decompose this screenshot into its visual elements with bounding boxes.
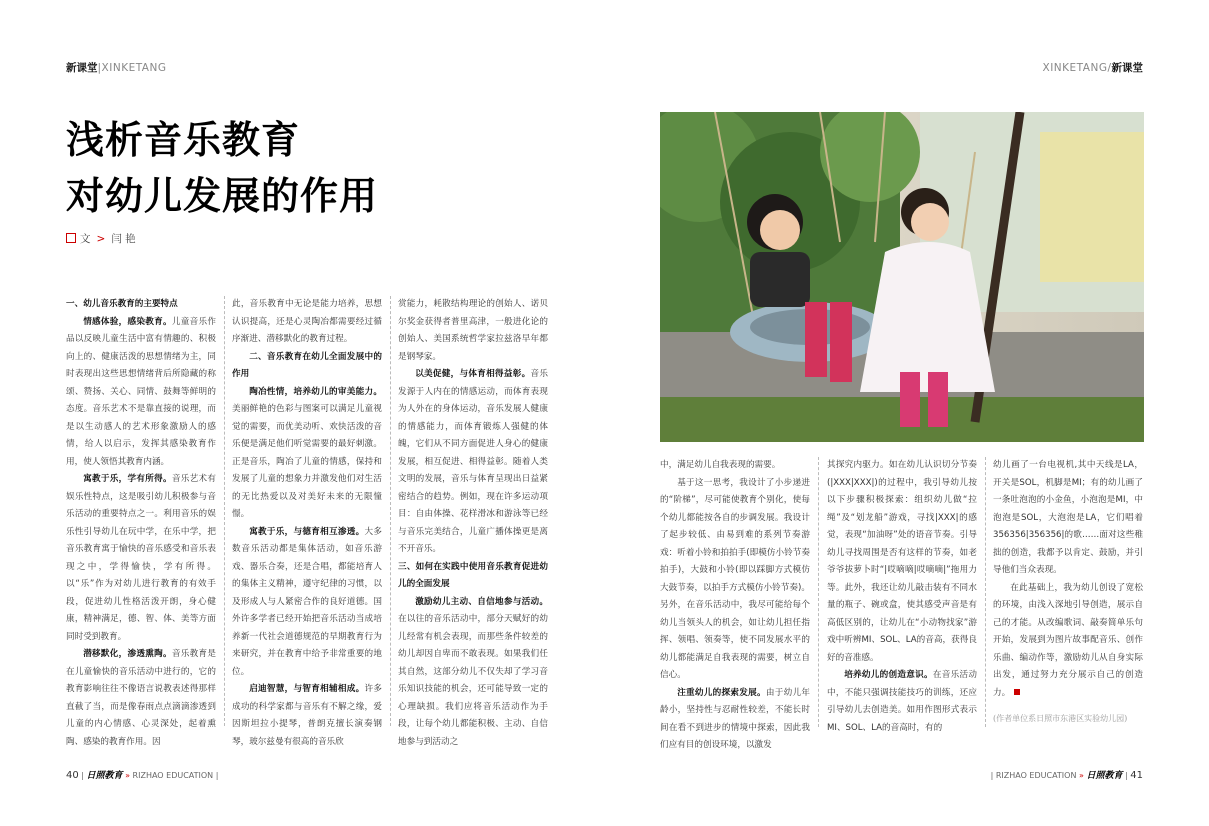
paragraph (398, 296, 548, 366)
footer-right: | RIZHAO EDUCATION » 日照教育 | 41 (990, 770, 1143, 781)
paragraph-text: 中，满足幼儿自我表现的需要。 (660, 460, 781, 470)
paragraph-lead: 培养幼儿的创造意识。 (844, 670, 933, 680)
double-arrow-icon: » (1079, 771, 1084, 780)
paragraph (66, 471, 216, 646)
paragraph (232, 384, 382, 524)
photo-illustration (660, 112, 1144, 442)
magazine-logo-left: 日照教育 (86, 771, 123, 781)
paragraph-text: 美丽鲜艳的色彩与图案可以满足儿童视觉的需要，而优美动听、欢快活泼的音乐便是满足他们听觉需要的最好刺激。正是音乐，陶冶了儿童的情感，保持和发展了儿童的想象力并激发他们对生活的无比热爱以及对美好未来的无限憧憬。 (232, 404, 382, 519)
paragraph (398, 366, 548, 559)
paragraph-lead: 启迪智慧，与智育相辅相成。 (249, 684, 365, 694)
column-name-en-right: XINKETANG (1042, 62, 1108, 74)
article-column-1 (66, 296, 216, 751)
magazine-name-left: RIZHAO EDUCATION (132, 771, 214, 780)
column-name-cn: 新课堂 (66, 62, 98, 74)
paragraph (993, 457, 1143, 580)
footer-left: 40 | 日照教育 » RIZHAO EDUCATION | (66, 770, 219, 781)
paragraph-text: 在以往的音乐活动中，部分天赋好的幼儿经常有机会表现，而那些条件较差的幼儿却因自卑而不敢表现。如果我们任其自然，这部分幼儿不仅失却了学习音乐知识技能的机会，还可能导致一定的心理缺损。我们应将音乐活动作为手段，让每个幼儿都能积极、主动、自信地参与到活动之 (398, 614, 548, 747)
title-line-1: 浅析音乐教育 (66, 118, 301, 162)
article-column-4 (660, 457, 810, 755)
author-label: 文 (80, 233, 91, 245)
section-heading (66, 296, 216, 314)
paragraph-lead: 激励幼儿主动、自信地参与活动。 (415, 596, 548, 607)
author-name: 闫 艳 (111, 233, 136, 245)
paragraph (232, 681, 382, 751)
square-icon (66, 233, 76, 243)
paragraph-text: 音乐艺术有娱乐性特点，这是吸引幼儿积极参与音乐活动的重要特点之一。利用音乐的娱乐性引导幼儿在玩中学，在乐中学，把音乐教育寓于愉快的音乐感受和音乐表现之中，学得愉快，学有所得。以“乐”作为对幼儿进行教育的有效手段，促进幼儿性格活泼开朗，身心健康，精神满足，德、智、体、美等方面同时受到教育。 (66, 474, 216, 642)
paragraph-lead: 以美促健，与体育相得益彰。 (415, 369, 531, 379)
paragraph-lead: 潜移默化，渗透熏陶。 (83, 649, 172, 659)
paragraph (66, 314, 216, 472)
header-left: 新课堂|XINKETANG (66, 62, 167, 74)
arrow-icon: > (96, 233, 106, 245)
magazine-logo-right: 日照教育 (1086, 771, 1123, 781)
column-divider (224, 296, 225, 726)
column-divider (985, 457, 986, 727)
paragraph (827, 667, 977, 737)
author-affiliation-note: (作者单位系日照市东港区实验幼儿园) (993, 714, 1128, 723)
paragraph-text: 幼儿画了一台电视机,其中天线是LA，开关是SOL，机脚是MI；有的幼儿画了一条吐泡泡的小金鱼，小泡泡是MI，中泡泡是SOL，大泡泡是LA，它们唱着356356|356356|的歌……面对这些稚拙的创造，我都予以肯定、鼓励，并引导他们当众表现。 (993, 460, 1143, 575)
paragraph-text: 在此基础上，我为幼儿创设了宽松的环境，由浅入深地引导创造，展示自己的才能。从改编歌词、敲奏简单乐句开始，发展到为图片故事配音乐、创作乐曲、编动作等，激励幼儿从自身实际出发，通过努力充分展示自己的创造力。 (993, 582, 1143, 698)
column-divider (818, 457, 819, 727)
paragraph-lead: 寓教于乐，学有所得。 (83, 474, 172, 484)
article-column-6 (993, 457, 1143, 702)
paragraph-text: 二、音乐教育在幼儿全面发展中的作用 (232, 351, 382, 379)
section-heading (398, 559, 548, 594)
paragraph-text: 儿童音乐作品以反映儿童生活中富有情趣的、积极向上的、健康活泼的思想情绪为主，同时表现出这些思想情绪背后所隐藏的称颂、赞扬、关心、同情、鼓舞等鲜明的态度。音乐艺术不是靠直接的说理，而是以生动感人的艺术形象激励人的感情，给人以启示，发挥其感染教育作用，使人领悟其教育内涵。 (66, 316, 216, 467)
paragraph (66, 646, 216, 751)
paragraph-text: 大多数音乐活动都是集体活动，如音乐游戏、器乐合奏，还是合唱，都能培育人的集体主义精神，遵守纪律的习惯，以及形成人与人紧密合作的良好道德。国外许多学者已经开始把音乐活动当成培养新一代社会道德规范的早期教育行为来研究，并在教育中给予非常重要的地位。 (232, 526, 382, 677)
paragraph (232, 296, 382, 349)
paragraph-lead: 陶冶性情，培养幼儿的审美能力。 (249, 386, 382, 397)
column-name-cn-right: 新课堂 (1111, 62, 1143, 74)
paragraph-text: 赏能力，耗散结构理论的创始人、诺贝尔奖金获得者普里高津，一般进化论的创始人、美国系统哲学家拉兹洛早年都是钢琴家。 (398, 299, 548, 362)
paragraph (827, 457, 977, 667)
article-column-2 (232, 296, 382, 751)
paragraph (232, 524, 382, 682)
paragraph-text: 在音乐活动中，不能只强调技能技巧的训练，还应引导幼儿去创造美。如用作图形式表示MI、SOL、LA的音高时，有的 (827, 670, 977, 733)
title-line-2: 对幼儿发展的作用 (66, 174, 379, 218)
page-number-left: 40 (66, 770, 79, 781)
article-title (66, 112, 378, 224)
article-column-3 (398, 296, 548, 751)
paragraph-text: 由于幼儿年龄小，坚持性与忍耐性较差，不能长时间在看不到进步的情境中探索，因此我们应有目的创设环境，以激发 (660, 687, 810, 750)
paragraph-text: 三、如何在实践中使用音乐教育促进幼儿的全面发展 (398, 561, 548, 589)
magazine-name-right: RIZHAO EDUCATION (995, 771, 1077, 780)
children-swing-photo (660, 112, 1144, 442)
paragraph (993, 580, 1143, 703)
page-number-right: 41 (1130, 770, 1143, 781)
author-line (66, 231, 136, 246)
column-divider (390, 296, 391, 726)
paragraph (660, 685, 810, 755)
end-mark-icon (1014, 689, 1020, 695)
article-column-5 (827, 457, 977, 737)
paragraph-text: 此，音乐教育中无论是能力培养，思想认识提高，还是心灵陶冶都需要经过循序渐进、潜移默化的教育过程。 (232, 299, 382, 344)
paragraph-text: 基于这一思考，我设计了小步递进的“阶梯”，尽可能使教育个别化，使每个幼儿都能按各自的步调发展。我设计了起步较低、由易到难的系列节奏游戏：听着小铃和拍拍手(即模仿小铃节奏拍手)，大鼓和小铃(即以踩脚方式模仿大鼓节奏，以拍手方式模仿小铃节奏)。另外，在音乐活动中，我尽可能给每个幼儿当领头人的机会，如让幼儿担任指挥、领唱、领奏等，使不同发展水平的幼儿都能满足自我表现的需要，树立自信心。 (660, 477, 810, 680)
paragraph (660, 475, 810, 685)
paragraph-lead: 寓教于乐，与德育相互渗透。 (249, 526, 365, 537)
section-heading (232, 349, 382, 384)
paragraph-text: 其探究内驱力。如在幼儿认识切分节奏(|XXX|XXX|)的过程中，我引导幼儿按以下步骤积极探索：组织幼儿做“拉绳”及“划龙船”游戏，寻找|XXX|的感觉，表现“加油呀”处的语音节奏。引导幼儿寻找周围是否有这样的节奏，如老爷爷拔萝卜时“|哎嘀嘀|哎嘀嘀|”拖用力等。此外，我还让幼儿敲击装有不同水量的瓶子、碗或盒，使其感受声音是有高低区别的，让幼儿在“小动物找家”游戏中听辨MI、SOL、LA的音高，获得良好的音准感。 (827, 460, 977, 663)
paragraph-lead: 情感体验，感染教育。 (83, 316, 172, 327)
column-name-en: XINKETANG (101, 62, 167, 74)
double-arrow-icon: » (125, 771, 130, 780)
paragraph (398, 594, 548, 752)
paragraph (660, 457, 810, 475)
paragraph-text: 音乐教育是在儿童愉快的音乐活动中进行的，它的教育影响往往不像语言说教表述得那样直截了当，而是像春雨点点滴滴渗透到儿童的内心情感、心灵深处，起着熏陶、感染的教育作用。因 (66, 649, 216, 747)
paragraph-text: 一、幼儿音乐教育的主要特点 (66, 299, 178, 309)
paragraph-lead: 注重幼儿的探索发展。 (677, 687, 766, 698)
paragraph-text: 音乐发源于人内在的情感运动，而体育表现为人外在的身体运动，音乐发展人健康的情感能力，而体育锻炼人强健的体魄，它们从不同方面促进人身心的健康发展，相互促进、相得益彰。随着人类文明的发展，音乐与体育呈现出日益紧密结合的趋势。例如，现在许多运动项目：自由体操、花样滑冰和游泳等已经与音乐完美结合，儿童广播体操更是离不开音乐。 (398, 369, 548, 554)
header-right: XINKETANG/新课堂 (1042, 62, 1143, 74)
paragraph-text: 许多成功的科学家都与音乐有不解之缘，爱因斯坦拉小提琴，普朗克擅长演奏钢琴，玻尔兹曼有很高的音乐欣 (232, 684, 382, 747)
